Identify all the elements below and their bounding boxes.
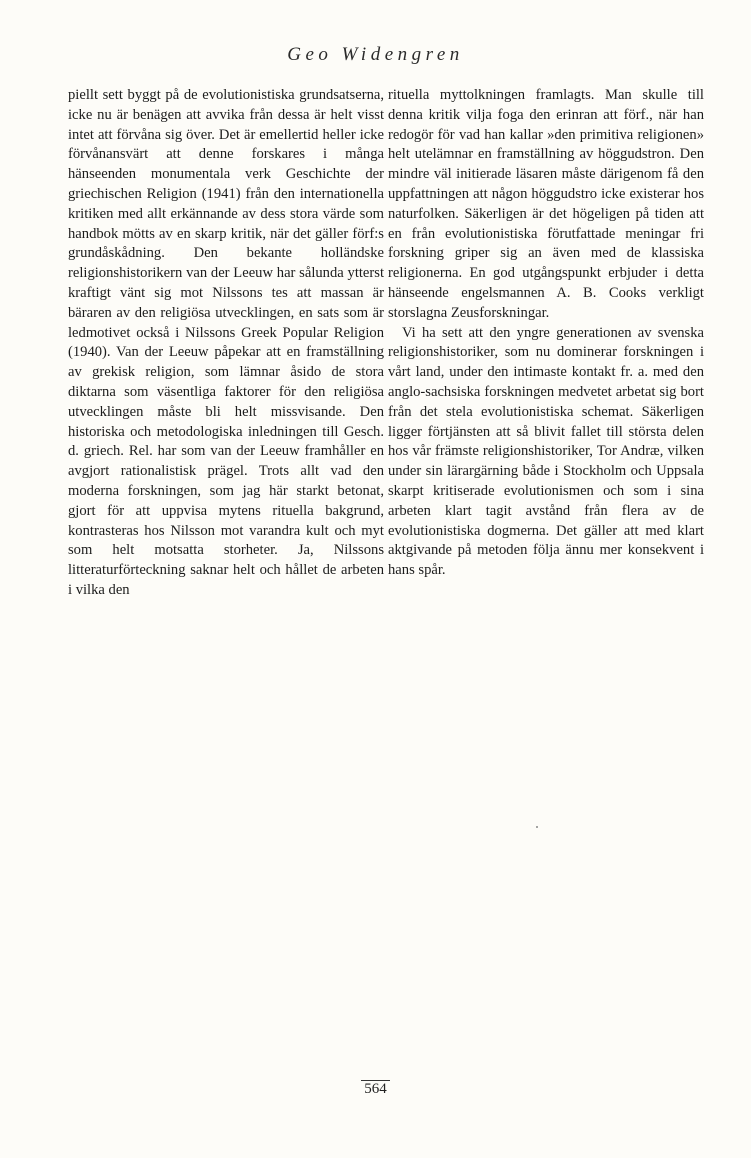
- paragraph: rituella myttolkningen framlagts. Man skulle till denna kritik vilja foga den erinran att förf., när han redogör för vad han kallar »den primitiva religionen» helt utelämnar en framställning av höggudstron. Den mindre väl initierade läsaren måste därigenom få den uppfattningen att någon höggudstro icke existerar hos naturfolken. Säkerligen är det högeligen på tiden att en från evolutionistiska förutfattade meningar fri forskning griper sig an även med de klassiska religionerna. En god utgångspunkt erbjuder i detta hänseende engelsmannen A. B. Cooks verkligt storslagna Zeusforskningar.: [388, 87, 704, 321]
- paragraph: piellt sett byggt på de evolutionistiska grundsatserna, icke nu är benägen att avvika från dessa är helt visst intet att förvåna sig över. Det är emellertid heller icke förvånansvärt att denne forskares i många hänseenden monumentala verk Geschichte der griechischen Religion (1941) från den internationella kritiken med allt erkännande av dess stora värde som handbok mötts av en skarp kritik, när det gäller förf:s grundåskådning. Den bekante holländske religionshistorikern van der Leeuw har sålunda ytterst kraftigt vänt sig mot Nilssons tes att massan är bäraren av den religiösa utvecklingen, en sats som är ledmotivet också i Nilssons Greek Popular Religion (1940). Van der Leeuw påpekar att en framställning av grekisk religion, som lämnar åsido de stora diktarna som väsentliga faktorer för den religiösa utvecklingen måste bli helt missvisande. Den historiska och metodologiska inledningen till Gesch. d. griech. Rel. har som van der Leeuw framhåller en avgjort rationalistisk prägel. Trots allt vad den moderna forskningen, som jag här starkt betonat, gjort för att uppvisa mytens rituella bakgrund, kontrasteras hos Nilsson mot varandra kult och myt som helt motsatta storheter. Ja, Nilssons litteraturförteckning saknar helt och hållet de arbeten i vilka den: [68, 87, 384, 598]
- running-head: Geo Widengren: [287, 44, 464, 65]
- page-number: [0, 1081, 751, 1098]
- paragraph: Vi ha sett att den yngre generationen av svenska religionshistoriker, som nu dominerar forskningen i vårt land, under den intimaste kontakt fr. a. med den anglo-sachsiska forskningen medvetet arbetat sig bort från det stela evolutionistiska schemat. Säkerligen ligger förtjänsten att så blivit fallet till största delen hos vår främste religionshistoriker, Tor Andræ, vilken under sin lärargärning både i Stockholm och Uppsala skarpt kritiserade evolutionismen och som i sina arbeten klart tagit avstånd från flera av de evolutionistiska dogmerna. Det gäller att med klart aktgivande på metoden följa ännu mer konsekvent i hans spår.: [388, 324, 704, 579]
- page-number-text: 564: [361, 1080, 390, 1097]
- left-column: [68, 86, 384, 601]
- paper-speck: [536, 826, 538, 828]
- right-column: [388, 86, 704, 581]
